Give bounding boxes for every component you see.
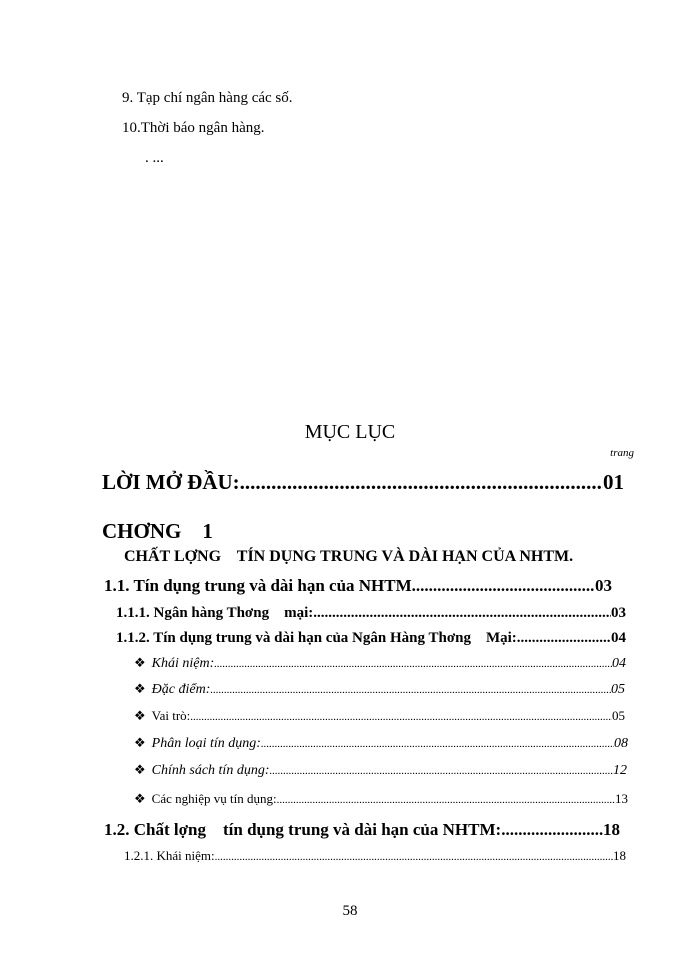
chapter-heading: CHƠNG 1	[102, 519, 213, 543]
toc-entry-label: Phân loại tín dụng:	[151, 736, 261, 751]
page-number: 58	[342, 903, 358, 919]
diamond-bullet-icon: ❖	[134, 681, 146, 696]
toc-title: MỤC LỤC	[304, 421, 396, 443]
toc-entry-1-1[interactable]	[104, 576, 612, 596]
toc-entry-bullet[interactable]	[134, 681, 625, 698]
toc-entry-page: 03	[595, 576, 612, 595]
reference-item: 9. Tạp chí ngân hàng các số.	[122, 90, 293, 106]
diamond-bullet-icon: ❖	[134, 655, 146, 670]
toc-entry-label: 1.2. Chất lợng tín dụng trung và dài hạn của NHTM:	[104, 820, 502, 839]
page-column-label: trang	[610, 447, 634, 459]
dot-leader	[214, 658, 612, 670]
toc-entry-page: 01	[603, 470, 624, 494]
toc-entry-1-2-1[interactable]	[124, 848, 626, 864]
toc-entry-bullet[interactable]	[134, 791, 628, 807]
diamond-bullet-icon: ❖	[134, 762, 146, 777]
dot-leader	[412, 576, 595, 596]
toc-entry-label: Đặc điểm:	[151, 682, 211, 697]
dot-leader	[517, 630, 611, 647]
toc-entry-page: 04	[612, 656, 626, 671]
toc-entry-bullet[interactable]	[134, 735, 628, 752]
dot-leader	[261, 738, 614, 750]
toc-entry-page: 13	[615, 791, 628, 806]
dot-leader	[190, 711, 612, 723]
toc-entry-label: Các nghiệp vụ tín dụng:	[151, 791, 277, 806]
dot-leader	[240, 470, 603, 495]
toc-entry-label: Khái niệm:	[151, 656, 215, 671]
toc-entry-bullet[interactable]	[134, 655, 626, 672]
toc-entry-page: 18	[603, 820, 620, 839]
diamond-bullet-icon: ❖	[134, 791, 146, 806]
dot-leader	[210, 684, 611, 696]
toc-entry-label: 1.1.2. Tín dụng trung và dài hạn của Ngân Hàng Thơng Mại:	[116, 630, 517, 646]
toc-entry-page: 05	[612, 708, 625, 723]
toc-entry-label: 1.1. Tín dụng trung và dài hạn của NHTM	[104, 576, 412, 595]
toc-entry-page: 08	[614, 736, 628, 751]
toc-entry-1-2[interactable]	[104, 820, 620, 840]
toc-entry-label: LỜI MỞ ĐẦU:	[102, 470, 240, 494]
toc-entry-label: 1.1.1. Ngân hàng Thơng mại:	[116, 605, 314, 621]
toc-entry-intro[interactable]	[102, 470, 624, 495]
dot-leader	[277, 794, 615, 806]
toc-entry-page: 12	[613, 763, 627, 778]
toc-entry-label: 1.2.1. Khái niệm:	[124, 848, 215, 863]
toc-entry-bullet[interactable]	[134, 762, 627, 779]
diamond-bullet-icon: ❖	[134, 735, 146, 750]
dot-leader	[313, 605, 611, 622]
toc-entry-1-1-1[interactable]	[116, 605, 626, 622]
toc-entry-bullet[interactable]	[134, 708, 625, 724]
dot-leader	[270, 765, 614, 777]
toc-entry-page: 05	[611, 682, 625, 697]
toc-entry-1-1-2[interactable]	[116, 630, 626, 647]
diamond-bullet-icon: ❖	[134, 708, 146, 723]
toc-entry-page: 04	[611, 630, 626, 646]
toc-entry-page: 18	[613, 848, 626, 863]
dot-leader	[501, 820, 603, 840]
toc-entry-page: 03	[611, 605, 626, 621]
toc-entry-label: Vai trò:	[151, 708, 191, 723]
dot-leader	[215, 851, 613, 863]
reference-item: 10.Thời báo ngân hàng.	[122, 120, 265, 136]
reference-ellipsis: . ...	[145, 150, 164, 166]
chapter-subtitle: CHẤT LỢNG TÍN DỤNG TRUNG VÀ DÀI HẠN CỦA NHTM.	[124, 548, 574, 565]
toc-entry-label: Chính sách tín dụng:	[151, 763, 270, 778]
